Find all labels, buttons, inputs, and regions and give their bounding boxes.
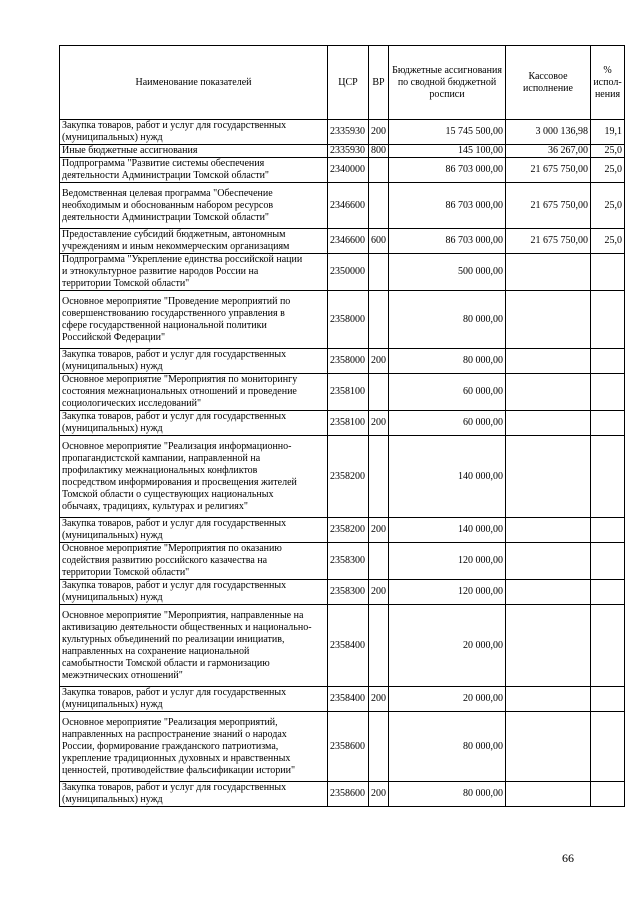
cell-budget: 60 000,00 bbox=[389, 411, 506, 436]
cell-pct bbox=[591, 254, 625, 291]
cell-budget: 120 000,00 bbox=[389, 543, 506, 580]
table-row bbox=[60, 543, 625, 580]
cell-csr: 2358600 bbox=[328, 782, 369, 807]
cell-cash bbox=[506, 580, 591, 605]
cell-csr: 2358300 bbox=[328, 543, 369, 580]
cell-name: Основное мероприятие "Проведение мероприятий по совершенствованию государственного управления в сфере государственной национальной политики Российской Федерации" bbox=[60, 291, 328, 349]
cell-cash: 21 675 750,00 bbox=[506, 229, 591, 254]
cell-csr: 2358600 bbox=[328, 712, 369, 782]
cell-vr bbox=[369, 605, 389, 687]
cell-name: Закупка товаров, работ и услуг для государственных (муниципальных) нужд bbox=[60, 518, 328, 543]
cell-budget: 60 000,00 bbox=[389, 374, 506, 411]
cell-name: Иные бюджетные ассигнования bbox=[60, 145, 328, 158]
cell-budget: 20 000,00 bbox=[389, 605, 506, 687]
cell-budget: 140 000,00 bbox=[389, 518, 506, 543]
header-vr: ВР bbox=[369, 46, 389, 120]
table-row bbox=[60, 183, 625, 229]
table-row bbox=[60, 158, 625, 183]
cell-name: Основное мероприятие "Реализация информационно- пропагандистской кампании, направленной на профилактику межнациональных конфликтов посредством информирования и просвещения жителей Томской области о существующих национальных обычаях, традициях, культурах и религиях" bbox=[60, 436, 328, 518]
cell-csr: 2358000 bbox=[328, 349, 369, 374]
cell-vr bbox=[369, 436, 389, 518]
cell-cash bbox=[506, 687, 591, 712]
cell-cash: 3 000 136,98 bbox=[506, 120, 591, 145]
cell-cash bbox=[506, 291, 591, 349]
table-row bbox=[60, 687, 625, 712]
cell-pct: 25,0 bbox=[591, 158, 625, 183]
cell-pct bbox=[591, 782, 625, 807]
table-row bbox=[60, 712, 625, 782]
cell-csr: 2350000 bbox=[328, 254, 369, 291]
table-row bbox=[60, 145, 625, 158]
cell-vr: 200 bbox=[369, 687, 389, 712]
table-row bbox=[60, 580, 625, 605]
cell-vr bbox=[369, 183, 389, 229]
cell-cash bbox=[506, 436, 591, 518]
cell-name: Основное мероприятие "Мероприятия по мониторингу состояния межнациональных отношений и проведение социологических исследований" bbox=[60, 374, 328, 411]
table-row bbox=[60, 518, 625, 543]
cell-budget: 140 000,00 bbox=[389, 436, 506, 518]
cell-pct bbox=[591, 349, 625, 374]
cell-csr: 2340000 bbox=[328, 158, 369, 183]
cell-budget: 120 000,00 bbox=[389, 580, 506, 605]
cell-cash bbox=[506, 782, 591, 807]
cell-csr: 2358000 bbox=[328, 291, 369, 349]
cell-pct bbox=[591, 291, 625, 349]
cell-pct: 25,0 bbox=[591, 229, 625, 254]
cell-pct: 25,0 bbox=[591, 145, 625, 158]
cell-name: Закупка товаров, работ и услуг для государственных (муниципальных) нужд bbox=[60, 349, 328, 374]
cell-cash bbox=[506, 374, 591, 411]
cell-vr: 200 bbox=[369, 349, 389, 374]
table-row bbox=[60, 229, 625, 254]
cell-pct bbox=[591, 436, 625, 518]
cell-cash bbox=[506, 605, 591, 687]
cell-cash bbox=[506, 712, 591, 782]
cell-name: Основное мероприятие "Реализация мероприятий, направленных на распространение знаний о народах России, формирование гражданского патриотизма, укрепление традиционных духовных и нравственных ценностей, противодействие фальсификации истории" bbox=[60, 712, 328, 782]
cell-csr: 2346600 bbox=[328, 183, 369, 229]
cell-csr: 2358200 bbox=[328, 436, 369, 518]
table-row bbox=[60, 436, 625, 518]
cell-cash: 21 675 750,00 bbox=[506, 158, 591, 183]
cell-pct: 25,0 bbox=[591, 183, 625, 229]
cell-pct bbox=[591, 687, 625, 712]
header-name: Наименование показателей bbox=[60, 46, 328, 120]
cell-csr: 2358200 bbox=[328, 518, 369, 543]
report-table bbox=[59, 45, 625, 807]
table-row bbox=[60, 120, 625, 145]
cell-budget: 15 745 500,00 bbox=[389, 120, 506, 145]
cell-cash: 36 267,00 bbox=[506, 145, 591, 158]
cell-cash bbox=[506, 349, 591, 374]
cell-budget: 500 000,00 bbox=[389, 254, 506, 291]
cell-name: Закупка товаров, работ и услуг для государственных (муниципальных) нужд bbox=[60, 411, 328, 436]
cell-pct: 19,1 bbox=[591, 120, 625, 145]
cell-pct bbox=[591, 374, 625, 411]
cell-cash bbox=[506, 254, 591, 291]
cell-csr: 2335930 bbox=[328, 120, 369, 145]
cell-pct bbox=[591, 580, 625, 605]
cell-budget: 86 703 000,00 bbox=[389, 158, 506, 183]
table-row bbox=[60, 291, 625, 349]
cell-pct bbox=[591, 543, 625, 580]
page-number: 66 bbox=[562, 851, 574, 865]
table-header-row bbox=[60, 46, 625, 120]
cell-cash bbox=[506, 543, 591, 580]
cell-vr bbox=[369, 254, 389, 291]
table-row bbox=[60, 782, 625, 807]
cell-cash: 21 675 750,00 bbox=[506, 183, 591, 229]
cell-cash bbox=[506, 411, 591, 436]
cell-name: Закупка товаров, работ и услуг для государственных (муниципальных) нужд bbox=[60, 782, 328, 807]
cell-pct bbox=[591, 605, 625, 687]
cell-vr: 200 bbox=[369, 518, 389, 543]
cell-vr: 200 bbox=[369, 120, 389, 145]
cell-budget: 86 703 000,00 bbox=[389, 183, 506, 229]
cell-vr bbox=[369, 374, 389, 411]
cell-name: Основное мероприятие "Мероприятия по оказанию содействия развитию российского казачества на территории Томской области" bbox=[60, 543, 328, 580]
table-row bbox=[60, 411, 625, 436]
cell-vr bbox=[369, 712, 389, 782]
cell-csr: 2335930 bbox=[328, 145, 369, 158]
cell-budget: 145 100,00 bbox=[389, 145, 506, 158]
header-csr: ЦСР bbox=[328, 46, 369, 120]
cell-name: Ведомственная целевая программа "Обеспечение необходимым и обоснованным набором ресурсов деятельности Администрации Томской области" bbox=[60, 183, 328, 229]
cell-csr: 2358400 bbox=[328, 687, 369, 712]
cell-name: Основное мероприятие "Мероприятия, направленные на активизацию деятельности общественных и национально- культурных объединений по реализации инициатив, направленных на сохранение национальной самобытности Томской области и гармонизацию межэтнических отношений" bbox=[60, 605, 328, 687]
cell-name: Предоставление субсидий бюджетным, автономным учреждениям и иным некоммерческим организациям bbox=[60, 229, 328, 254]
cell-vr: 200 bbox=[369, 411, 389, 436]
header-pct: % испол-нения bbox=[591, 46, 625, 120]
cell-name: Закупка товаров, работ и услуг для государственных (муниципальных) нужд bbox=[60, 580, 328, 605]
cell-budget: 86 703 000,00 bbox=[389, 229, 506, 254]
cell-csr: 2358300 bbox=[328, 580, 369, 605]
cell-vr: 800 bbox=[369, 145, 389, 158]
cell-csr: 2346600 bbox=[328, 229, 369, 254]
cell-cash bbox=[506, 518, 591, 543]
cell-budget: 80 000,00 bbox=[389, 291, 506, 349]
cell-pct bbox=[591, 712, 625, 782]
table-row bbox=[60, 374, 625, 411]
table-row bbox=[60, 349, 625, 374]
cell-budget: 80 000,00 bbox=[389, 782, 506, 807]
cell-vr bbox=[369, 158, 389, 183]
cell-name: Закупка товаров, работ и услуг для государственных (муниципальных) нужд bbox=[60, 687, 328, 712]
table-row bbox=[60, 254, 625, 291]
cell-pct bbox=[591, 411, 625, 436]
cell-name: Подпрограмма "Укрепление единства российской нации и этнокультурное развитие народов России на территории Томской области" bbox=[60, 254, 328, 291]
cell-pct bbox=[591, 518, 625, 543]
cell-vr bbox=[369, 543, 389, 580]
cell-name: Подпрограмма "Развитие системы обеспечения деятельности Администрации Томской области" bbox=[60, 158, 328, 183]
cell-budget: 20 000,00 bbox=[389, 687, 506, 712]
table-row bbox=[60, 605, 625, 687]
cell-vr: 200 bbox=[369, 782, 389, 807]
cell-name: Закупка товаров, работ и услуг для государственных (муниципальных) нужд bbox=[60, 120, 328, 145]
header-budget: Бюджетные ассигнования по сводной бюджетной росписи bbox=[389, 46, 506, 120]
cell-vr: 200 bbox=[369, 580, 389, 605]
cell-vr: 600 bbox=[369, 229, 389, 254]
cell-budget: 80 000,00 bbox=[389, 349, 506, 374]
cell-csr: 2358100 bbox=[328, 411, 369, 436]
cell-budget: 80 000,00 bbox=[389, 712, 506, 782]
cell-vr bbox=[369, 291, 389, 349]
header-cash: Кассовое исполнение bbox=[506, 46, 591, 120]
cell-csr: 2358400 bbox=[328, 605, 369, 687]
cell-csr: 2358100 bbox=[328, 374, 369, 411]
